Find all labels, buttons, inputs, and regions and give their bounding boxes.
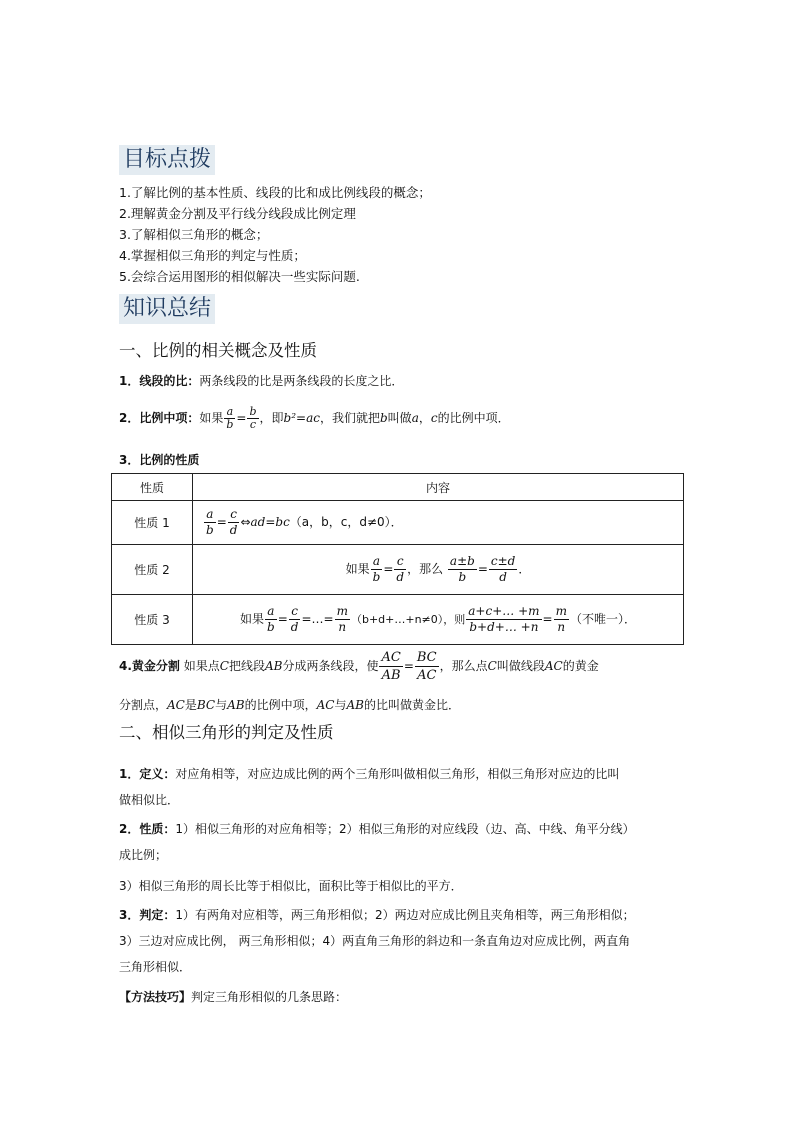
text: ， (418, 411, 431, 425)
numerator: a±b (449, 554, 475, 568)
table-row (112, 501, 684, 545)
denominator: d (499, 570, 507, 584)
denominator: n (557, 620, 566, 634)
variable: AC (544, 659, 563, 673)
numerator: c (289, 604, 301, 620)
fraction (489, 554, 517, 585)
golden-section (119, 645, 599, 687)
mean-proportional (119, 402, 510, 434)
numerator: m (336, 604, 348, 618)
proportion-properties-label: 3．比例的性质 (119, 453, 200, 467)
text: 如果 (199, 411, 224, 425)
text: 的黄金 (562, 659, 599, 673)
definition-line2: 做相似比． (119, 793, 180, 807)
denominator: AC (417, 668, 437, 683)
criteria-line1 (119, 906, 635, 923)
text: 如果点 (183, 659, 220, 673)
goals-heading: 目标点拨 (119, 145, 215, 175)
text: 叫做线段 (496, 659, 545, 673)
fraction (554, 604, 569, 635)
table-row (112, 595, 684, 645)
term-text: 两条线段的比是两条线段的长度之比． (199, 374, 404, 388)
numerator: BC (416, 650, 437, 665)
fraction (224, 406, 235, 431)
term-label: 2．性质： (119, 822, 176, 836)
criteria-line2: 3）三边对应成比例， 两三角形相似；4）两直角三角形的斜边和一条直角边对应成比例，两直角 (119, 934, 631, 948)
goal-item-5: 5.会综合运用图形的相似解决一些实际问题. (119, 269, 360, 284)
section1-title: 一、比例的相关概念及性质 (119, 341, 317, 360)
text: ． (518, 562, 531, 576)
numerator: b (249, 405, 257, 418)
text: 的比例中项， (244, 698, 317, 712)
condition: （a，b，c，d≠0）． (289, 515, 403, 529)
iff-symbol: ⇔ (240, 515, 251, 529)
equals: = (236, 411, 247, 425)
term-label: 2．比例中项： (119, 411, 200, 425)
fraction (335, 604, 350, 635)
text: 1）有两角对应相等，两三角形相似；2）两边对应成比例且夹角相等，两三角形相似； (175, 908, 635, 922)
properties-line2: 成比例； (119, 848, 168, 862)
fraction (265, 604, 277, 635)
variable: AC (316, 698, 335, 712)
text: 判定三角形相似的几条思路： (191, 990, 348, 1004)
table-row (112, 545, 684, 595)
fraction (379, 649, 402, 684)
text: 分割点， (119, 698, 168, 712)
golden-section-line2 (119, 696, 460, 713)
term-label: 1．线段的比： (119, 374, 200, 388)
variable: b (379, 411, 388, 425)
numerator: c±d (490, 554, 516, 568)
properties-line3: 3）相似三角形的周长比等于相似比，面积比等于相似比的平方． (119, 879, 463, 893)
text: 1）相似三角形的对应角相等；2）相似三角形的对应线段（边、高、中线、角平分线） (175, 822, 635, 836)
variable: a (411, 411, 419, 425)
denominator: b (226, 418, 234, 431)
denominator: d (290, 620, 299, 634)
denominator: d (229, 523, 238, 537)
fraction (448, 554, 477, 585)
text: 与 (215, 698, 228, 712)
text: 把线段 (228, 659, 265, 673)
fraction (289, 604, 301, 635)
numerator: c (394, 554, 406, 570)
goal-item-3: 3.了解相似三角形的概念； (119, 227, 269, 242)
equals: = (277, 612, 288, 626)
text: 分成两条线段，使 (282, 659, 379, 673)
goal-item-2: 2.理解黄金分割及平行线分线段成比例定理 (119, 206, 356, 221)
definition-line1 (119, 765, 619, 782)
variable: AB (346, 698, 364, 712)
equals: = (542, 612, 553, 626)
fraction (247, 406, 258, 431)
denominator: AB (381, 668, 401, 683)
section2-title: 二、相似三角形的判定及性质 (119, 723, 334, 742)
method-label: 【方法技巧】 (119, 990, 192, 1004)
text: =…= (301, 612, 334, 626)
property-content (193, 595, 684, 645)
text: ，那么 (407, 562, 444, 576)
header-cell: 内容 (193, 474, 684, 501)
variable: C (219, 659, 229, 673)
denominator: d (396, 570, 405, 584)
text: （不唯一）． (569, 612, 636, 626)
text: ，那么点 (439, 659, 488, 673)
equals: = (216, 515, 227, 529)
term-label: 4.黄金分割 (119, 659, 180, 673)
text: 与 (334, 698, 347, 712)
fraction (228, 507, 240, 538)
fraction (466, 604, 541, 635)
numerator: a (265, 604, 277, 620)
numerator: AC (381, 650, 401, 665)
text: 对应角相等，对应边成比例的两个三角形叫做相似三角形，相似三角形对应边的比叫 (175, 767, 620, 781)
denominator: b (267, 620, 275, 634)
term-label: 1．定义： (119, 767, 176, 781)
criteria-line3: 三角形相似． (119, 960, 192, 974)
fraction (394, 554, 406, 585)
property-name: 性质 3 (112, 595, 193, 645)
variable: AB (264, 659, 283, 673)
text: 如果 (240, 612, 265, 626)
header-cell: 性质 (112, 474, 193, 501)
goal-item-4: 4.掌握相似三角形的判定与性质； (119, 248, 306, 263)
numerator: a (371, 554, 383, 570)
text: 叫做 (387, 411, 412, 425)
denominator: b (372, 570, 381, 584)
variable: BC (196, 698, 216, 712)
text: ，我们就把 (319, 411, 380, 425)
property-name: 性质 2 (112, 545, 193, 595)
denominator: b (458, 570, 467, 584)
text: 是 (184, 698, 197, 712)
variable: c (430, 411, 438, 425)
numerator: a+c+… +m (468, 604, 540, 618)
numerator: c (228, 507, 240, 523)
denominator: n (338, 620, 347, 634)
table-header-row (112, 474, 684, 501)
variable: AC (167, 698, 185, 712)
denominator: c (249, 418, 257, 431)
equals: = (403, 659, 414, 673)
properties-line1 (119, 820, 635, 837)
equals: = (477, 562, 488, 576)
denominator: b (206, 523, 214, 537)
goal-item-1: 1.了解比例的基本性质、线段的比和成比例线段的概念； (119, 185, 431, 200)
formula: b²=ac (283, 411, 320, 425)
fraction (204, 507, 216, 538)
numerator: a (224, 406, 235, 419)
formula: ad=bc (250, 515, 290, 529)
property-name: 性质 1 (112, 501, 193, 545)
ratio-of-segments (119, 372, 403, 389)
fraction (415, 649, 439, 684)
property-content (193, 545, 684, 595)
text: 的比例中项． (437, 411, 510, 425)
property-content (193, 501, 684, 545)
text: 的比叫做黄金比． (364, 698, 461, 712)
properties-table (111, 473, 684, 645)
variable: C (487, 659, 497, 673)
numerator: a (204, 507, 216, 523)
numerator: m (555, 604, 567, 618)
text: ，即 (259, 411, 284, 425)
variable: AB (227, 698, 245, 712)
fraction (371, 554, 383, 585)
condition: （b+d+…+n≠0），则 (350, 613, 466, 626)
knowledge-heading: 知识总结 (119, 294, 215, 324)
equals: = (383, 562, 394, 576)
method-tips (119, 988, 347, 1005)
text: 如果 (345, 562, 370, 576)
denominator: b+d+… +n (469, 620, 539, 634)
term-label: 3．判定： (119, 908, 176, 922)
